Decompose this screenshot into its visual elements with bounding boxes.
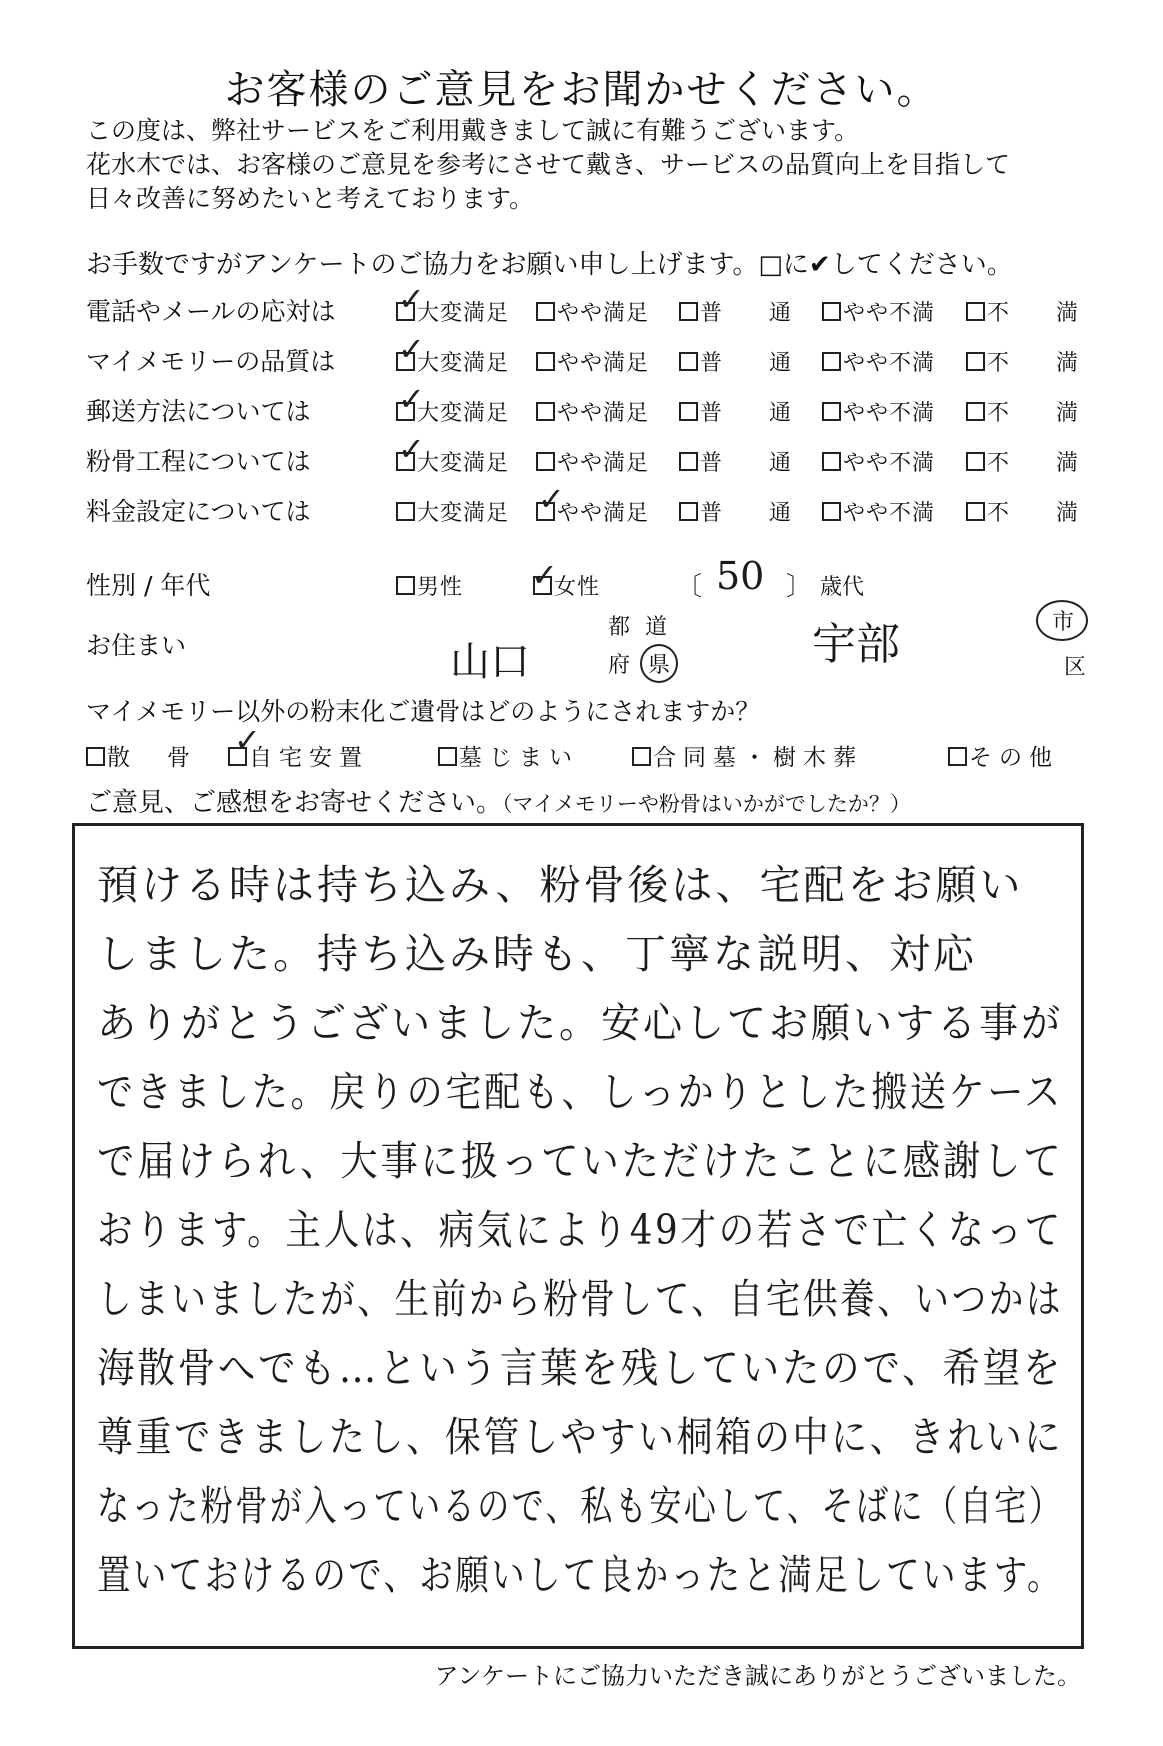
rating-option[interactable]: 不 満 <box>966 496 1079 527</box>
checkbox[interactable] <box>396 576 415 595</box>
checkbox[interactable] <box>966 352 985 371</box>
rating-option[interactable]: 大変満足 <box>396 346 509 377</box>
closing-message: アンケートにご協力いただき誠にありがとうございました。 <box>434 1662 1081 1690</box>
rating-options-row <box>396 280 1096 326</box>
checkbox[interactable] <box>679 302 698 321</box>
checkbox[interactable] <box>679 352 698 371</box>
rating-option[interactable]: 不 満 <box>966 346 1079 377</box>
remains-option-home[interactable]: 自宅安置 <box>228 739 369 772</box>
rating-option[interactable]: やや満足 <box>536 296 649 327</box>
rating-check-mark: ✓ <box>398 280 425 318</box>
checkbox[interactable] <box>86 747 105 766</box>
rating-options-row <box>396 380 1096 426</box>
rating-check-mark: ✓ <box>398 380 425 418</box>
checkbox[interactable] <box>966 302 985 321</box>
age-value[interactable]: 50 <box>716 554 765 598</box>
rating-option[interactable]: やや不満 <box>822 296 935 327</box>
gender-age-label: 性別 / 年代 <box>86 571 211 600</box>
checkbox[interactable] <box>679 502 698 521</box>
rating-option[interactable]: やや不満 <box>822 396 935 427</box>
comment-line: 海散骨へでも…という言葉を残していたので、希望を <box>97 1344 1064 1392</box>
question-label: 電話やメールの応対は <box>86 297 336 326</box>
rating-option[interactable]: 普 通 <box>679 346 792 377</box>
intro-line-1: この度は、弊社サービスをご利用戴きまして誠に有難うございます。 <box>86 116 860 145</box>
rating-option[interactable]: 大変満足 <box>396 446 509 477</box>
checkbox[interactable] <box>822 352 841 371</box>
checkbox[interactable] <box>396 502 415 521</box>
rating-options-row <box>396 330 1096 376</box>
checkbox[interactable] <box>822 452 841 471</box>
gender-options <box>396 554 1096 602</box>
rating-option[interactable]: 普 通 <box>679 296 792 327</box>
gender-option-male[interactable]: 男性 <box>396 570 463 601</box>
intro-line-3: 日々改善に努めたいと考えております。 <box>86 184 535 213</box>
checkbox[interactable] <box>536 302 555 321</box>
rating-check-mark: ✓ <box>398 330 425 368</box>
city-suffix-ku: 区 <box>1064 655 1087 680</box>
comment-line: で届けられ、大事に扱っていただけたことに感謝して <box>97 1137 1064 1185</box>
rating-option[interactable]: 大変満足 <box>396 496 509 527</box>
rating-check-mark: ✓ <box>398 430 425 468</box>
rating-option[interactable]: 普 通 <box>679 446 792 477</box>
checkbox[interactable] <box>822 402 841 421</box>
city-suffix-shi-circled: 市 <box>1036 600 1088 641</box>
comment-line: できました。戻りの宅配も、しっかりとした搬送ケース <box>97 1068 1063 1116</box>
rating-options-row <box>396 430 1096 476</box>
remains-option-joint-grave[interactable]: 合同墓・樹木葬 <box>632 739 863 772</box>
age-bracket-open: 〔 <box>676 572 703 602</box>
checkbox[interactable] <box>438 747 457 766</box>
rating-option[interactable]: やや満足 <box>536 396 649 427</box>
comment-line: 預ける時は持ち込み、粉骨後は、宅配をお願い <box>97 861 1024 909</box>
comment-line: 置いておけるので、お願いして良かったと満足しています。 <box>97 1551 1063 1599</box>
rating-option[interactable]: 普 通 <box>679 496 792 527</box>
rating-check-mark: ✓ <box>538 480 565 518</box>
intro-line-2: 花水木では、お客様のご意見を参考にさせて戴き、サービスの品質向上を目指して <box>86 150 1011 179</box>
age-suffix: 歳代 <box>820 575 865 600</box>
city-value[interactable]: 宇部 <box>812 619 900 670</box>
rating-option[interactable]: 普 通 <box>679 396 792 427</box>
rating-option[interactable]: 不 満 <box>966 396 1079 427</box>
remains-option-scatter[interactable]: 散 骨 <box>86 739 197 772</box>
rating-option[interactable]: やや不満 <box>822 346 935 377</box>
rating-option[interactable]: やや不満 <box>822 496 935 527</box>
checkbox[interactable] <box>822 302 841 321</box>
question-label: 料金設定については <box>86 497 311 526</box>
remains-check-mark: ✓ <box>234 721 261 759</box>
survey-lead: お手数ですがアンケートのご協力をお願い申し上げます。□に✔してください。 <box>86 250 1013 280</box>
rating-option[interactable]: 不 満 <box>966 296 1079 327</box>
rating-option[interactable]: やや満足 <box>536 496 649 527</box>
rating-option[interactable]: 不 満 <box>966 446 1079 477</box>
remains-question: マイメモリー以外の粉末化ご遺骨はどのようにされますか？ <box>86 697 761 726</box>
checkbox[interactable] <box>966 502 985 521</box>
question-label: 郵送方法については <box>86 397 311 426</box>
checkbox[interactable] <box>966 402 985 421</box>
residence-label: お住まい <box>86 631 187 660</box>
comment-line: なった粉骨が入っているので、私も安心して、そばに（自宅） <box>97 1482 1064 1530</box>
gender-check-mark: ✓ <box>531 556 558 594</box>
question-label: 粉骨工程については <box>86 447 311 476</box>
comment-line: しました。持ち込み時も、丁寧な説明、対応 <box>97 930 977 978</box>
checkbox[interactable] <box>536 402 555 421</box>
checkbox[interactable] <box>822 502 841 521</box>
age-bracket-close: 〕 <box>786 572 813 602</box>
prefecture-value[interactable]: 山口 <box>450 639 530 685</box>
rating-option[interactable]: 大変満足 <box>396 296 509 327</box>
checkbox[interactable] <box>679 402 698 421</box>
remains-option-other[interactable]: その他 <box>948 739 1059 772</box>
rating-option[interactable]: やや満足 <box>536 446 649 477</box>
rating-option[interactable]: やや不満 <box>822 446 935 477</box>
prefecture-suffix-fu: 府 <box>608 653 631 678</box>
comment-line: しまいましたが、生前から粉骨して、自宅供養、いつかは <box>97 1275 1064 1323</box>
rating-option[interactable]: やや満足 <box>536 346 649 377</box>
rating-options-row <box>396 480 1096 526</box>
page-title: お客様のご意見をお聞かせください。 <box>224 67 939 113</box>
checkbox[interactable] <box>679 452 698 471</box>
checkbox[interactable] <box>536 352 555 371</box>
comment-line: おります。主人は、病気により49才の若さで亡くなって <box>97 1206 1063 1254</box>
rating-option[interactable]: 大変満足 <box>396 396 509 427</box>
comment-line: 尊重できましたし、保管しやすい桐箱の中に、きれいに <box>97 1413 1063 1461</box>
comment-line: ありがとうございました。安心してお願いする事が <box>97 999 1063 1047</box>
remains-option-grave-closing[interactable]: 墓じまい <box>438 739 579 772</box>
checkbox[interactable] <box>948 747 967 766</box>
checkbox[interactable] <box>966 452 985 471</box>
prefecture-suffix-top: 都 道 <box>608 615 671 640</box>
checkbox[interactable] <box>632 747 651 766</box>
prefecture-suffix-ken-circled: 県 <box>640 644 678 683</box>
gender-option-female[interactable]: 女性 <box>533 570 600 601</box>
question-label: マイメモリーの品質は <box>86 347 336 376</box>
comment-box[interactable] <box>72 823 1084 1649</box>
comment-heading: ご意見、ご感想をお寄せください。（マイメモリーや粉骨はいかがでしたか？） <box>86 788 911 818</box>
checkbox[interactable] <box>536 452 555 471</box>
